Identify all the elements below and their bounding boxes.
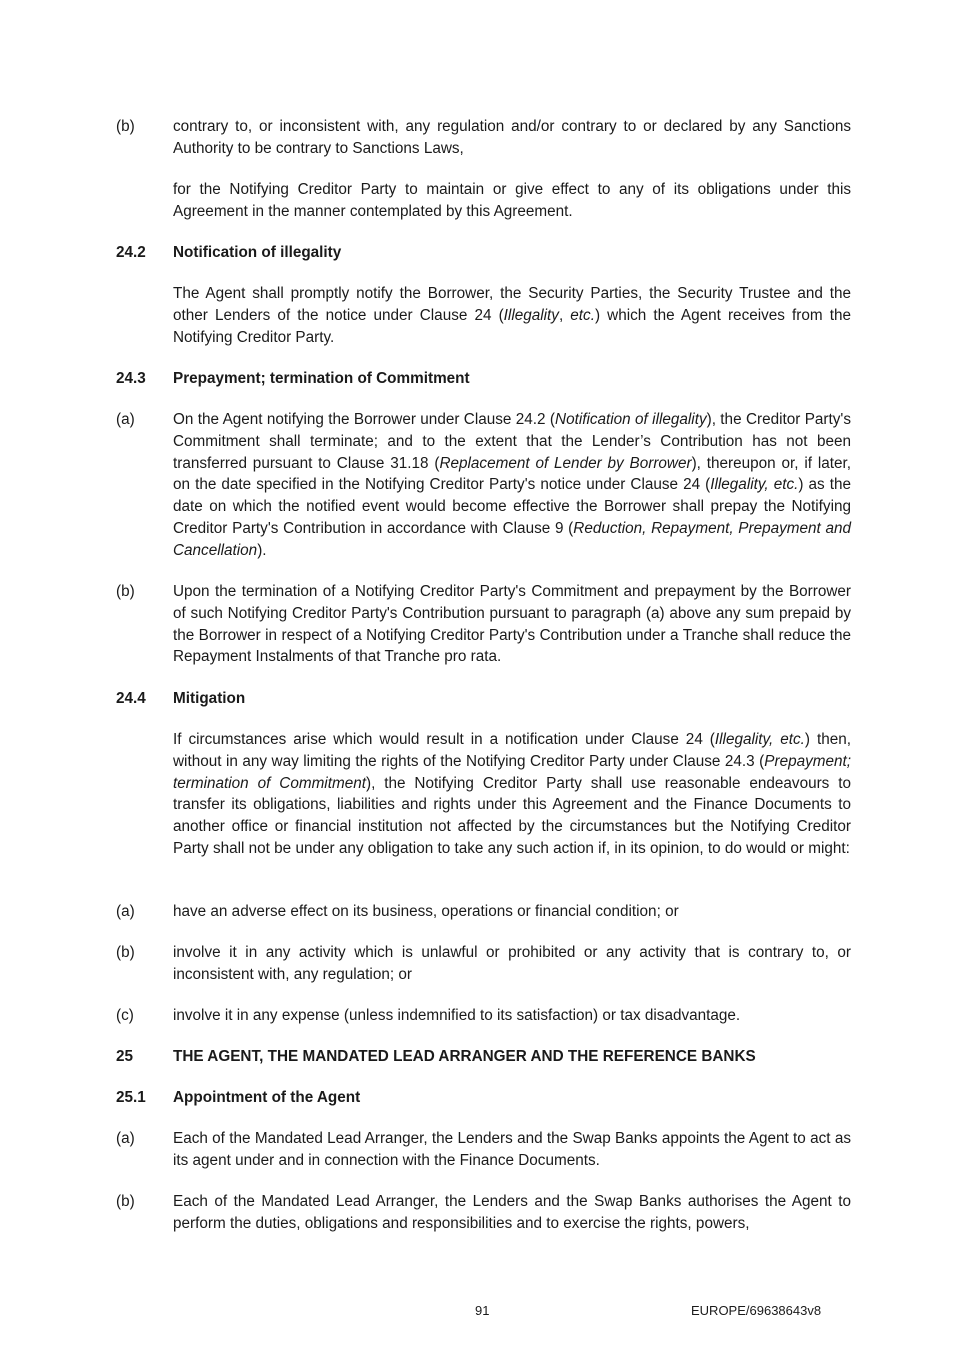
- paragraph-text: Each of the Mandated Lead Arranger, the Lenders and the Swap Banks authorises the Agent to perform the duties, obligations and responsibilities and to exercise the rights, powers,: [173, 1193, 851, 1232]
- paragraph-number: (b): [116, 944, 135, 961]
- paragraph-text: Each of the Mandated Lead Arranger, the Lenders and the Swap Banks appoints the Agent to act as its agent under and in connection with the Finance Documents.: [173, 1130, 851, 1169]
- clause-heading: THE AGENT, THE MANDATED LEAD ARRANGER AND THE REFERENCE BANKS: [173, 1048, 756, 1065]
- document-reference: EUROPE/69638643v8: [691, 1303, 822, 1318]
- paragraph-number: (b): [116, 583, 135, 600]
- clause-number: 25: [116, 1048, 134, 1065]
- clause-heading: Notification of illegality: [173, 244, 342, 261]
- paragraph-text: On the Agent notifying the Borrower under Clause 24.2 (Notification of illegality), the Creditor Party's Commitment shall terminate; and to the extent that the Lender’s Contribution has not been transferred pursuant to Clause 31.18 (Replacement of Lender by Borrower), thereupon or, if later, on the date specified in the Notifying Creditor Party's notice under Clause 24 (Illegality, etc.) as the date on which the notified event would become effective the Borrower shall prepay the Notifying Creditor Party's Contribution in accordance with Clause 9 (Reduction, Repayment, Prepayment and Cancellation).: [173, 411, 852, 559]
- paragraph-text: Upon the termination of a Notifying Creditor Party's Commitment and prepayment by the Borrower of such Notifying Creditor Party's Contribution pursuant to paragraph (a) above any sum prepaid by the Borrower in respect of a Notifying Creditor Party's Contribution under a Tranche shall reduce the Repayment Instalments of that Tranche pro rata.: [173, 583, 851, 666]
- paragraph-number: (a): [116, 903, 135, 920]
- clause-number: 24.2: [116, 244, 146, 261]
- paragraph-text: have an adverse effect on its business, operations or financial condition; or: [173, 903, 679, 920]
- clause-body: The Agent shall promptly notify the Borrower, the Security Parties, the Security Trustee and the other Lenders of the notice under Clause 24 (Illegality, etc.) which the Agent receives from the Notifying Creditor Party.: [173, 285, 851, 346]
- continuation-paragraph: for the Notifying Creditor Party to maintain or give effect to any of its obligations under this Agreement in the manner contemplated by this Agreement.: [173, 181, 851, 220]
- clause-heading: Mitigation: [173, 690, 246, 707]
- clause-number: 24.4: [116, 690, 146, 707]
- clause-number: 24.3: [116, 370, 146, 387]
- paragraph-number: (b): [116, 118, 135, 135]
- paragraph-number: (a): [116, 411, 135, 428]
- paragraph-number: (a): [116, 1130, 135, 1147]
- page-number: 91: [475, 1303, 490, 1318]
- clause-heading: Appointment of the Agent: [173, 1089, 361, 1106]
- clause-body: If circumstances arise which would result in a notification under Clause 24 (Illegality, etc.) then, without in any way limiting the rights of the Notifying Creditor Party under Clause 24.3 (Prepayment; termination of Commitment), the Notifying Creditor Party shall use reasonable endeavours to transfer its obligations, liabilities and rights under this Agreement and the Finance Documents to another office or financial institution not affected by the circumstances but the Notifying Creditor Party shall not be under any obligation to take any such action if, in its opinion, to do would or might:: [173, 731, 852, 857]
- paragraph-number: (c): [116, 1007, 134, 1024]
- paragraph-text: involve it in any activity which is unlawful or prohibited or any activity that is contrary to, or inconsistent with, any regulation; or: [173, 944, 851, 983]
- clause-number: 25.1: [116, 1089, 146, 1106]
- paragraph-number: (b): [116, 1193, 135, 1210]
- paragraph-text: involve it in any expense (unless indemnified to its satisfaction) or tax disadvantage.: [173, 1007, 741, 1024]
- clause-heading: Prepayment; termination of Commitment: [173, 370, 470, 387]
- paragraph-text: contrary to, or inconsistent with, any regulation and/or contrary to or declared by any Sanctions Authority to be contrary to Sanctions Laws,: [173, 118, 851, 157]
